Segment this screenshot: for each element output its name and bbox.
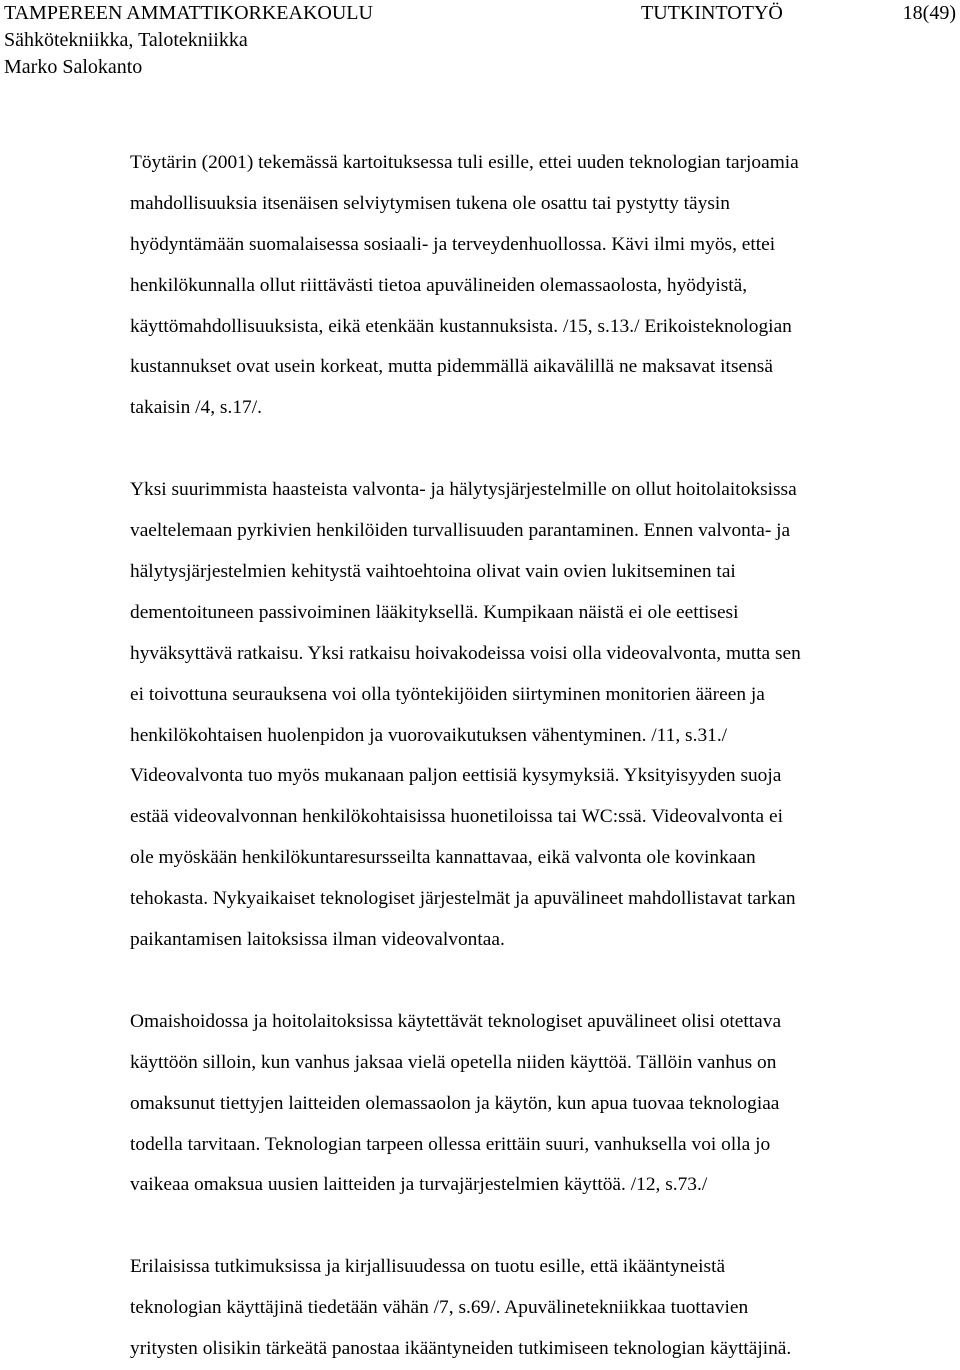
text-line: dementoituneen passivoiminen lääkityksellä. Kumpikaan näistä ei ole eettisesi bbox=[130, 601, 739, 623]
text-line: estää videovalvonnan henkilökohtaisissa huonetiloissa tai WC:ssä. Videovalvonta ei bbox=[130, 806, 783, 828]
header-row-3 bbox=[4, 54, 956, 81]
paragraph-gap bbox=[130, 429, 956, 470]
paragraph-3 bbox=[130, 1002, 956, 1206]
text-line: mahdollisuuksia itsenäisen selviytymisen tukena ole osattu tai pystytty täysin bbox=[130, 192, 730, 214]
text-line: hälytysjärjestelmien kehitystä vaihtoehtoina olivat vain ovien lukitseminen tai bbox=[130, 561, 736, 583]
text-line: Omaishoidossa ja hoitolaitoksissa käytettävät teknologiset apuvälineet olisi otettava bbox=[130, 1010, 782, 1032]
text-line: Videovalvonta tuo myös mukanaan paljon eettisiä kysymyksiä. Yksityisyyden suoja bbox=[130, 765, 782, 787]
text-line: Erilaisissa tutkimuksissa ja kirjallisuudessa on tuotu esille, että ikääntyneistä bbox=[130, 1256, 726, 1278]
paragraph-2 bbox=[130, 470, 956, 961]
header-author: Marko Salokanto bbox=[4, 56, 143, 78]
header-row-1 bbox=[4, 0, 956, 27]
text-line: Yksi suurimmista haasteista valvonta- ja hälytysjärjestelmille on ollut hoitolaitoksissa bbox=[130, 479, 797, 501]
text-line: kustannukset ovat usein korkeat, mutta pidemmällä aikavälillä ne maksavat itsensä bbox=[130, 356, 773, 378]
text-line: vaikeaa omaksua uusien laitteiden ja turvajärjestelmien käyttöä. /12, s.73./ bbox=[130, 1174, 708, 1196]
header-row-2 bbox=[4, 27, 956, 54]
text-line: hyödyntämään suomalaisessa sosiaali- ja terveydenhuollossa. Kävi ilmi myös, ettei bbox=[130, 233, 776, 255]
paragraph-gap bbox=[130, 961, 956, 1002]
text-line: henkilökohtaisen huolenpidon ja vuorovaikutuksen vähentyminen. /11, s.31./ bbox=[130, 724, 728, 746]
text-line: todella tarvitaan. Teknologian tarpeen ollessa erittäin suuri, vanhuksella voi olla jo bbox=[130, 1133, 771, 1155]
header-document-type: TUTKINTOTYÖ bbox=[641, 2, 783, 24]
text-line: tehokasta. Nykyaikaiset teknologiset järjestelmät ja apuvälineet mahdollistavat tarkan bbox=[130, 888, 796, 910]
text-line: ole myöskään henkilökuntaresursseilta kannattavaa, eikä valvonta ole kovinkaan bbox=[130, 847, 756, 869]
text-line: vaeltelemaan pyrkivien henkilöiden turvallisuuden parantaminen. Ennen valvonta- ja bbox=[130, 520, 791, 542]
paragraph-gap bbox=[130, 1206, 956, 1247]
text-line: Töytärin (2001) tekemässä kartoituksessa tuli esille, ettei uuden teknologian tarjoamia bbox=[130, 152, 799, 173]
text-line: henkilökunnalla ollut riittävästi tietoa apuvälineiden olemassaolosta, hyödyistä, bbox=[130, 274, 748, 296]
body-text bbox=[130, 143, 956, 1370]
text-line: teknologian käyttäjinä tiedetään vähän /7, s.69/. Apuvälinetekniikkaa tuottavien bbox=[130, 1297, 749, 1319]
text-line: hyväksyttävä ratkaisu. Yksi ratkaisu hoivakodeissa voisi olla videovalvonta, mutta sen bbox=[130, 642, 801, 664]
paragraph-4 bbox=[130, 1247, 956, 1370]
text-line: käyttömahdollisuuksista, eikä etenkään kustannuksista. /15, s.13./ Erikoisteknologian bbox=[130, 315, 792, 337]
text-line: ei toivottuna seurauksena voi olla työntekijöiden siirtyminen monitorien ääreen ja bbox=[130, 683, 765, 705]
text-line: omaksunut tiettyjen laitteiden olemassaolon ja käytön, kun apua tuovaa teknologiaa bbox=[130, 1092, 780, 1114]
text-line: takaisin /4, s.17/. bbox=[130, 397, 262, 419]
paragraph-1 bbox=[130, 143, 956, 429]
header-department: Sähkötekniikka, Talotekniikka bbox=[4, 29, 248, 51]
page-header bbox=[4, 0, 956, 81]
header-page-number: 18(49) bbox=[902, 2, 956, 24]
text-line: paikantamisen laitoksissa ilman videovalvontaa. bbox=[130, 929, 505, 951]
text-line: käyttöön silloin, kun vanhus jaksaa vielä opetella niiden käyttöä. Tällöin vanhus on bbox=[130, 1051, 777, 1073]
text-line: yritysten olisikin tärkeätä panostaa ikääntyneiden tutkimiseen teknologian käyttäjinä. bbox=[130, 1338, 792, 1360]
header-school: TAMPEREEN AMMATTIKORKEAKOULU bbox=[4, 2, 373, 24]
